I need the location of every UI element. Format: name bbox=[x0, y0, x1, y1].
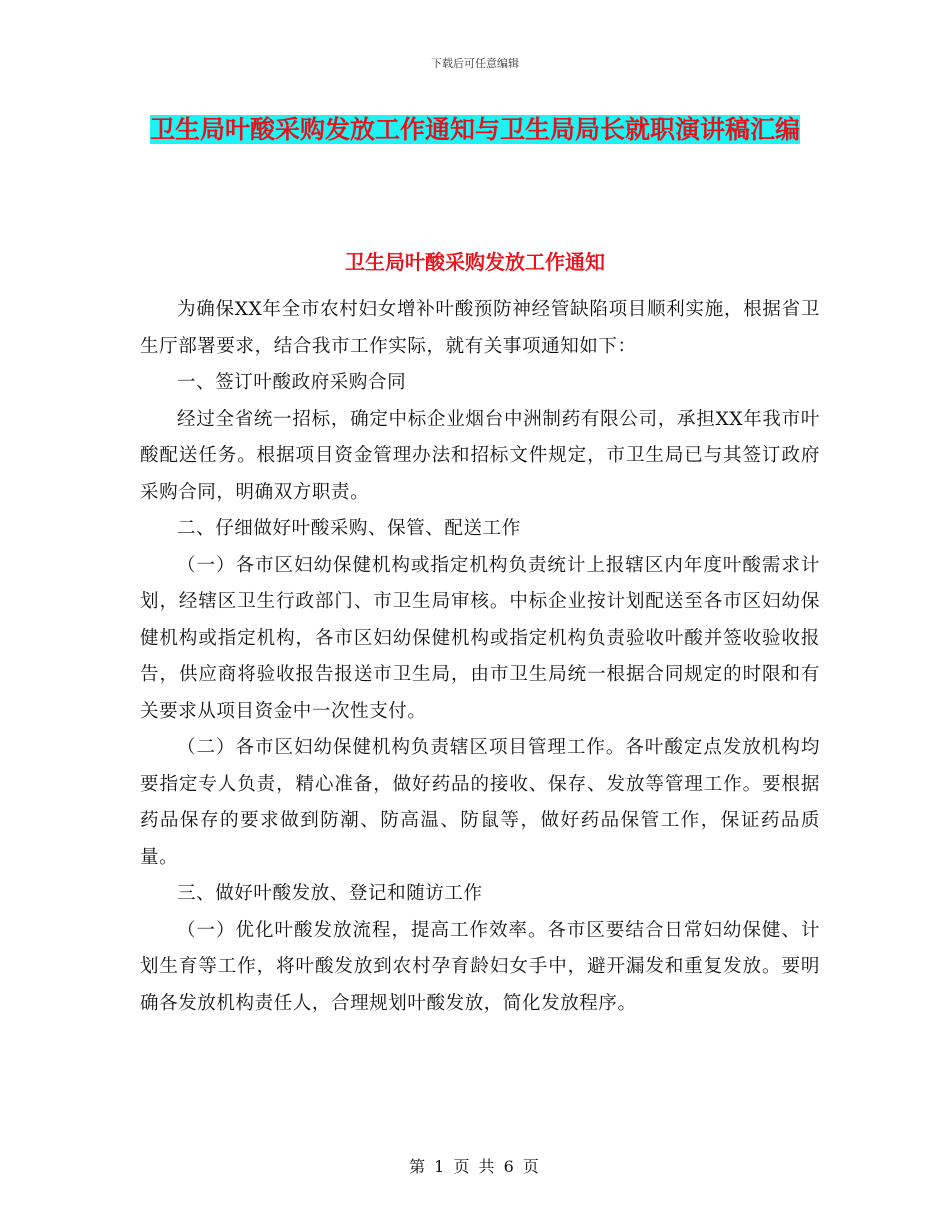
heading-1: 一、签订叶酸政府采购合同 bbox=[177, 372, 407, 393]
document-title-text: 卫生局叶酸采购发放工作通知与卫生局局长就职演讲稿汇编 bbox=[149, 115, 800, 144]
section-title: 卫生局叶酸采购发放工作通知 bbox=[345, 250, 605, 274]
paragraph: （一）优化叶酸发放流程，提高工作效率。各市区要结合日常妇幼保健、计划生育等工作，将叶酸发放到农村孕育龄妇女手中，避开漏发和重复发放。要明确各发放机构责任人，合理规划叶酸发放，简化发放程序。 bbox=[140, 919, 820, 1014]
header-note: 下载后可任意编辑 bbox=[431, 57, 519, 70]
heading-3: 三、做好叶酸发放、登记和随访工作 bbox=[177, 883, 483, 904]
heading-2: 二、仔细做好叶酸采购、保管、配送工作 bbox=[177, 518, 521, 539]
paragraph-intro: 为确保XX年全市农村妇女增补叶酸预防神经管缺陷项目顺利实施，根据省卫生厅部署要求，结合我市工作实际，就有关事项通知如下： bbox=[140, 299, 820, 357]
paragraph: （一）各市区妇幼保健机构或指定机构负责统计上报辖区内年度叶酸需求计划，经辖区卫生行政部门、市卫生局审核。中标企业按计划配送至各市区妇幼保健机构或指定机构，各市区妇幼保健机构或指定机构负责验收叶酸并签收验收报告，供应商将验收报告报送市卫生局，由市卫生局统一根据合同规定的时限和有关要求从项目资金中一次性支付。 bbox=[140, 554, 820, 722]
page-number-footer: 第 1 页 共 6 页 bbox=[409, 1157, 541, 1176]
paragraph: （二）各市区妇幼保健机构负责辖区项目管理工作。各叶酸定点发放机构均要指定专人负责，精心准备，做好药品的接收、保存、发放等管理工作。要根据药品保存的要求做到防潮、防高温、防鼠等，做好药品保管工作，保证药品质量。 bbox=[140, 737, 820, 868]
document-body bbox=[140, 292, 820, 1022]
paragraph: 经过全省统一招标，确定中标企业烟台中洲制药有限公司，承担XX年我市叶酸配送任务。根据项目资金管理办法和招标文件规定，市卫生局已与其签订政府采购合同，明确双方职责。 bbox=[140, 408, 820, 503]
document-title bbox=[140, 108, 810, 152]
